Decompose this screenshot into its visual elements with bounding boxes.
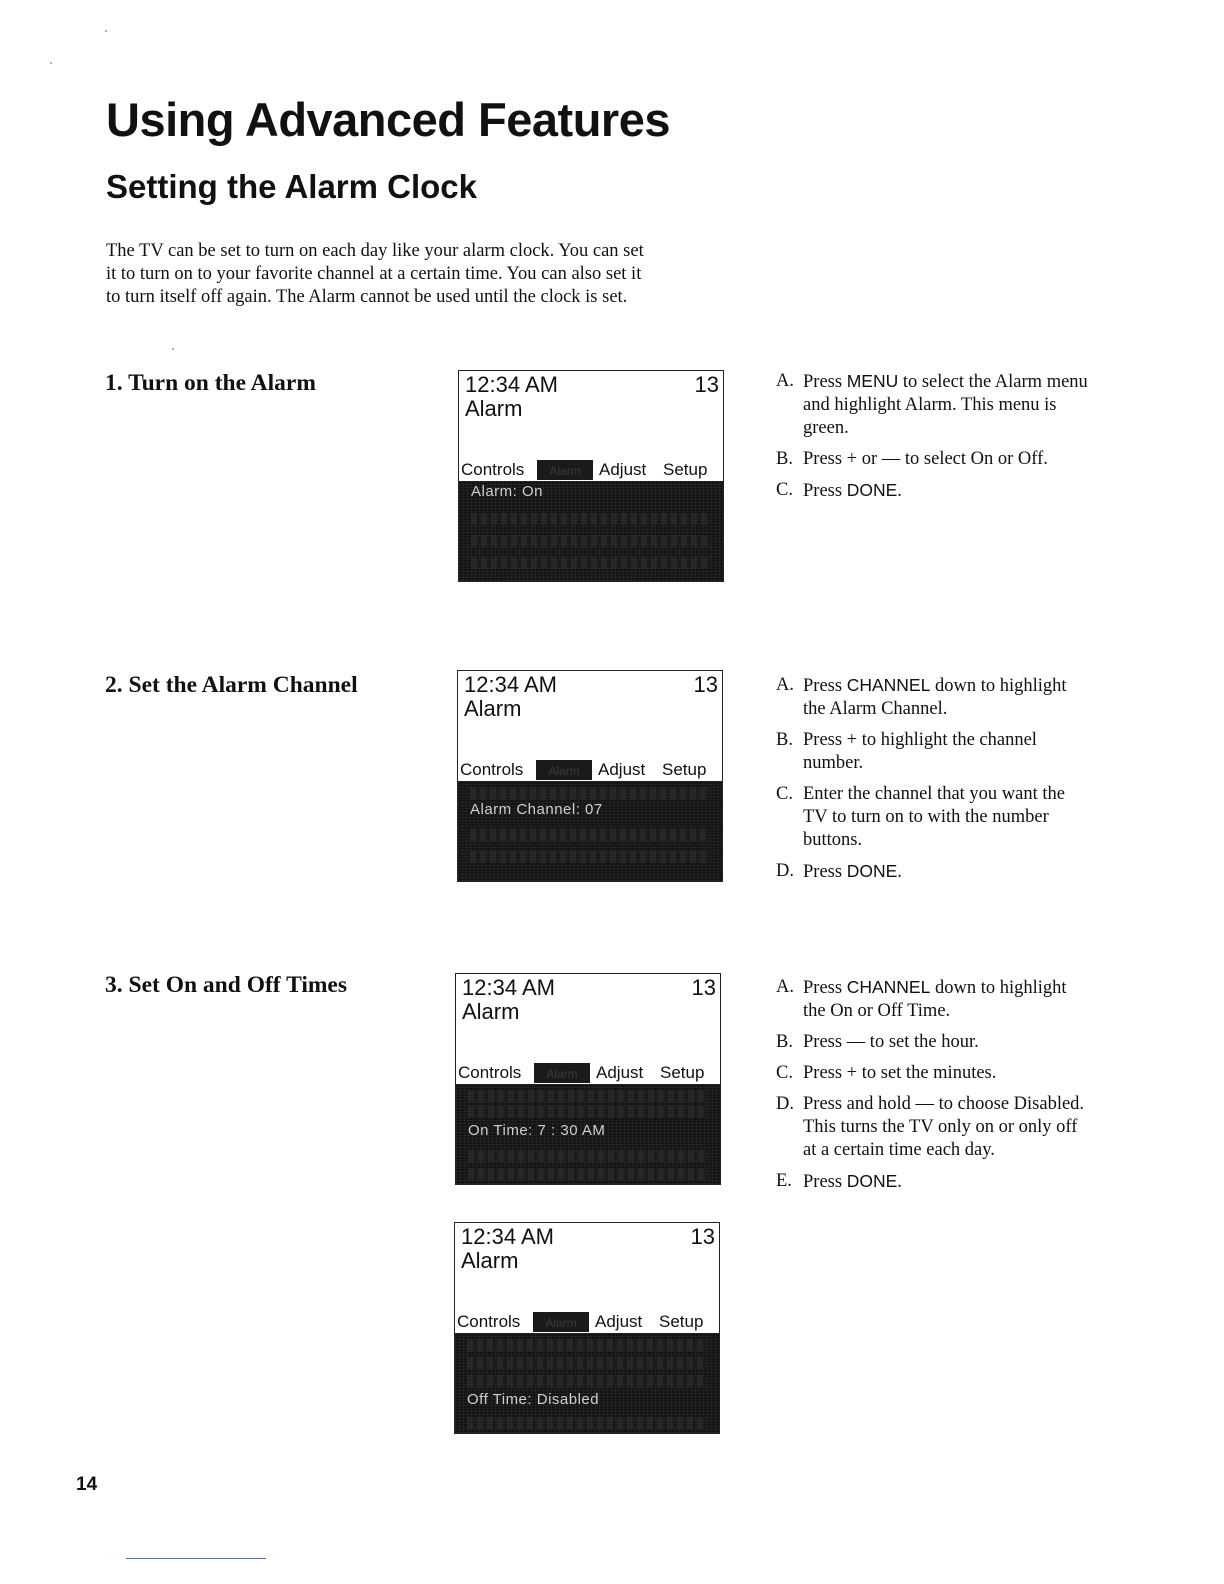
screen-time: 12:34 AM bbox=[461, 1224, 554, 1249]
screen-channel: 13 bbox=[691, 975, 716, 1000]
instruction-item: C. Press DONE. bbox=[776, 480, 902, 501]
tab-adjust: Adjust bbox=[599, 460, 647, 479]
instruction-item: C. Enter the channel that you want the TV to turn on to with the number buttons. bbox=[776, 784, 1065, 850]
tab-setup: Setup bbox=[662, 760, 707, 779]
screen-channel: 13 bbox=[690, 1224, 715, 1249]
instruction-item: E. Press DONE. bbox=[776, 1171, 902, 1192]
tab-controls: Controls bbox=[461, 460, 525, 479]
instruction-item: C. Press + to set the minutes. bbox=[776, 1063, 997, 1083]
instruction-item: B. Press + to highlight the channel number. bbox=[776, 730, 1037, 773]
instruction-item: A. Press CHANNEL down to highlight the On or Off Time. bbox=[776, 977, 1067, 1021]
step-3-title: 3. Set On and Off Times bbox=[105, 972, 347, 998]
dim-menu-item bbox=[467, 1375, 707, 1387]
highlighted-menu-item: Alarm Channel: 07 bbox=[470, 801, 603, 818]
step-1-instructions bbox=[776, 370, 1093, 511]
tab-alarm-selected: Alarm bbox=[537, 460, 593, 480]
instruction-item: B. Press + or — to select On or Off. bbox=[776, 449, 1048, 469]
scan-speck bbox=[105, 30, 107, 32]
dim-menu-item bbox=[468, 1106, 708, 1118]
page-number: 14 bbox=[76, 1474, 98, 1495]
instruction-item: D. Press and hold — to choose Disabled. This turns the TV only on or only off at a certain time each day. bbox=[776, 1094, 1085, 1160]
tab-setup: Setup bbox=[660, 1063, 705, 1082]
screen-menu-tabs bbox=[456, 1062, 720, 1084]
tv-screen-alarm-channel bbox=[457, 670, 723, 882]
dim-menu-item bbox=[468, 1168, 708, 1180]
page-heading: Using Advanced Features bbox=[106, 93, 670, 146]
instruction-item: B. Press — to set the hour. bbox=[776, 1032, 979, 1052]
screen-menu-name: Alarm bbox=[464, 696, 522, 721]
screen-menu-panel bbox=[458, 781, 722, 881]
dim-menu-item bbox=[467, 1357, 707, 1369]
tv-screen-off-time bbox=[454, 1222, 720, 1434]
section-heading: Setting the Alarm Clock bbox=[106, 168, 478, 205]
intro-line: to turn itself off again. The Alarm cannot be used until the clock is set. bbox=[106, 287, 628, 307]
dim-menu-item bbox=[468, 1150, 708, 1162]
tv-screen-on-time bbox=[455, 973, 721, 1185]
screen-menu-name: Alarm bbox=[462, 999, 520, 1024]
dim-menu-item bbox=[470, 829, 710, 841]
step-2-title: 2. Set the Alarm Channel bbox=[105, 672, 358, 698]
intro-line: it to turn on to your favorite channel at a certain time. You can also set it bbox=[106, 264, 642, 284]
intro-paragraph bbox=[106, 240, 746, 309]
highlighted-menu-item: Off Time: Disabled bbox=[467, 1391, 600, 1408]
screen-channel: 13 bbox=[693, 672, 718, 697]
screen-menu-name: Alarm bbox=[465, 396, 523, 421]
screen-time: 12:34 AM bbox=[465, 372, 558, 397]
screen-menu-tabs bbox=[455, 1311, 719, 1333]
screen-time: 12:34 AM bbox=[462, 975, 555, 1000]
tab-controls: Controls bbox=[458, 1063, 522, 1082]
step-3-instructions bbox=[776, 976, 1093, 1202]
tab-alarm-selected: Alarm bbox=[533, 1312, 589, 1332]
dim-menu-item bbox=[468, 1090, 708, 1102]
tab-controls: Controls bbox=[457, 1312, 521, 1331]
footer-rule bbox=[126, 1558, 266, 1559]
screen-channel: 13 bbox=[694, 372, 719, 397]
tab-adjust: Adjust bbox=[595, 1312, 643, 1331]
dim-menu-item bbox=[470, 787, 710, 799]
instruction-item: A. Press CHANNEL down to highlight the Alarm Channel. bbox=[776, 675, 1067, 719]
screen-menu-tabs bbox=[459, 459, 723, 481]
screen-menu-panel bbox=[455, 1333, 719, 1433]
highlighted-menu-item: Alarm: On bbox=[471, 483, 544, 500]
instruction-item: D. Press DONE. bbox=[776, 861, 902, 882]
tab-setup: Setup bbox=[663, 460, 708, 479]
tab-adjust: Adjust bbox=[596, 1063, 644, 1082]
dim-menu-item bbox=[470, 851, 710, 863]
tab-alarm-selected: Alarm bbox=[536, 760, 592, 780]
dim-menu-item bbox=[471, 535, 711, 547]
tab-alarm-selected: Alarm bbox=[534, 1063, 590, 1083]
tab-adjust: Adjust bbox=[598, 760, 646, 779]
screen-time: 12:34 AM bbox=[464, 672, 557, 697]
screen-menu-tabs bbox=[458, 759, 722, 781]
dim-menu-item bbox=[467, 1339, 707, 1351]
screen-menu-name: Alarm bbox=[461, 1248, 519, 1273]
dim-menu-item bbox=[467, 1417, 707, 1429]
scan-speck bbox=[172, 348, 174, 350]
scan-speck bbox=[50, 62, 52, 64]
step-1-title: 1. Turn on the Alarm bbox=[105, 370, 316, 396]
dim-menu-item bbox=[471, 557, 711, 569]
highlighted-menu-item: On Time: 7 : 30 AM bbox=[468, 1122, 606, 1139]
dim-menu-item bbox=[471, 513, 711, 525]
intro-line: The TV can be set to turn on each day like your alarm clock. You can set bbox=[106, 241, 644, 261]
screen-menu-panel bbox=[459, 481, 723, 581]
step-2-instructions bbox=[776, 674, 1093, 892]
tab-controls: Controls bbox=[460, 760, 524, 779]
tv-screen-alarm-on bbox=[458, 370, 724, 582]
tab-setup: Setup bbox=[659, 1312, 704, 1331]
screen-menu-panel bbox=[456, 1084, 720, 1184]
instruction-item: A. Press MENU to select the Alarm menu and highlight Alarm. This menu is green. bbox=[776, 371, 1088, 438]
